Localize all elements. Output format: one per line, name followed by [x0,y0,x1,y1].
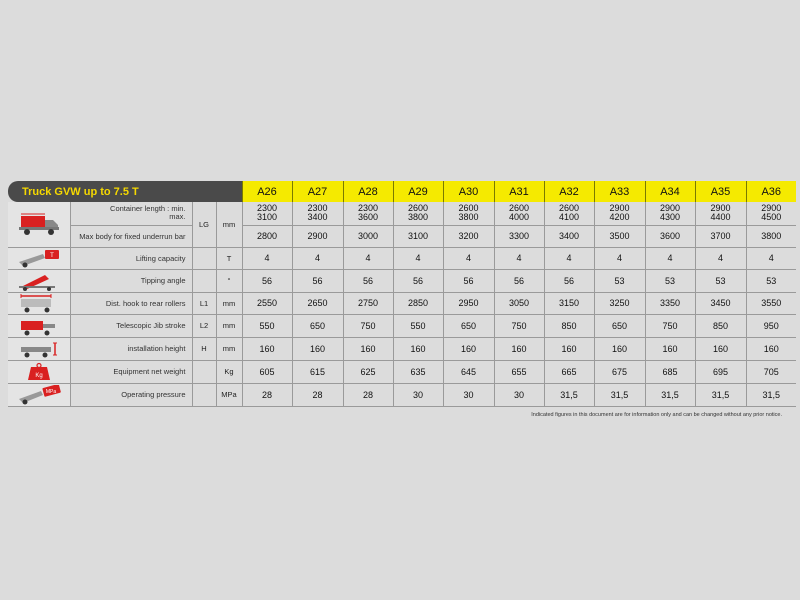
installation-height-label: installation height [70,337,192,360]
value-cell: 3250 [594,292,645,314]
value-cell: 160 [594,337,645,360]
jib-stroke-icon [8,314,70,337]
value-cell: 3050 [494,292,544,314]
container-length-label: Container length : min. max. [70,202,192,225]
row-net-weight [8,360,796,383]
value-cell: 4 [494,247,544,269]
value-cell: 2550 [242,292,292,314]
value-cell: 3500 [594,225,645,247]
value-cell: 2750 [343,292,393,314]
value-cell: 56 [292,269,343,292]
tipping-angle-label: Tipping angle [70,269,192,292]
symbol-cell: L2 [192,314,216,337]
unit-cell: MPa [216,383,242,406]
dist-hook-label: Dist. hook to rear rollers [70,292,192,314]
row-container-length [8,202,796,225]
value-cell: 160 [242,337,292,360]
value-cell: 550 [242,314,292,337]
value-cell: 685 [645,360,695,383]
value-cell: 160 [695,337,746,360]
value-cell: 53 [594,269,645,292]
table-title: Truck GVW up to 7.5 T [8,181,242,202]
header-row [8,181,796,202]
value-cell: 2900 4500 [746,202,796,225]
value-cell: 160 [494,337,544,360]
t-badge-text: T [49,253,54,259]
value-cell: 2300 3400 [292,202,343,225]
unit-cell: ° [216,269,242,292]
value-cell: 2900 4400 [695,202,746,225]
weight-icon [8,360,70,383]
value-cell: 160 [645,337,695,360]
symbol-cell [192,383,216,406]
value-cell: 675 [594,360,645,383]
unit-cell: T [216,247,242,269]
value-cell: 2900 [292,225,343,247]
value-cell: 160 [393,337,443,360]
symbol-cell [192,247,216,269]
model-a36: A36 [746,181,796,202]
container-length-icon [8,202,70,247]
value-cell: 56 [393,269,443,292]
symbol-cell [192,360,216,383]
unit-cell: mm [216,292,242,314]
value-cell: 650 [594,314,645,337]
value-cell: 2900 4300 [645,202,695,225]
value-cell: 2300 3100 [242,202,292,225]
value-cell: 3300 [494,225,544,247]
value-cell: 31,5 [695,383,746,406]
value-cell: 2600 4000 [494,202,544,225]
value-cell: 56 [443,269,494,292]
row-installation-height [8,337,796,360]
value-cell: 4 [393,247,443,269]
value-cell: 28 [343,383,393,406]
value-cell: 4 [746,247,796,269]
value-cell: 30 [393,383,443,406]
value-cell: 4 [443,247,494,269]
model-a27: A27 [292,181,343,202]
row-tipping-angle [8,269,796,292]
dist-hook-icon [8,292,70,314]
value-cell: 160 [746,337,796,360]
pressure-icon [8,383,70,406]
value-cell: 635 [393,360,443,383]
lg-unit: mm [216,202,242,247]
value-cell: 3200 [443,225,494,247]
model-a26: A26 [242,181,292,202]
value-cell: 3700 [695,225,746,247]
value-cell: 56 [343,269,393,292]
row-jib-stroke [8,314,796,337]
lifting-capacity-icon [8,247,70,269]
value-cell: 650 [292,314,343,337]
unit-cell: mm [216,337,242,360]
value-cell: 645 [443,360,494,383]
value-cell: 695 [695,360,746,383]
model-a30: A30 [443,181,494,202]
value-cell: 3800 [746,225,796,247]
symbol-cell [192,269,216,292]
row-dist-hook [8,292,796,314]
unit-cell: Kg [216,360,242,383]
value-cell: 28 [242,383,292,406]
value-cell: 750 [343,314,393,337]
value-cell: 3150 [544,292,594,314]
model-a31: A31 [494,181,544,202]
value-cell: 850 [544,314,594,337]
value-cell: 2600 3800 [443,202,494,225]
value-cell: 160 [343,337,393,360]
value-cell: 53 [695,269,746,292]
jib-stroke-label: Telescopic Jib stroke [70,314,192,337]
model-a32: A32 [544,181,594,202]
value-cell: 2900 4200 [594,202,645,225]
lifting-capacity-label: Lifting capacity [70,247,192,269]
value-cell: 3550 [746,292,796,314]
value-cell: 53 [746,269,796,292]
value-cell: 2600 3800 [393,202,443,225]
disclaimer-note: Indicated figures in this document are for information only and can be changed without any prior notice. [531,412,782,418]
value-cell: 2600 4100 [544,202,594,225]
unit-cell: mm [216,314,242,337]
value-cell: 2950 [443,292,494,314]
value-cell: 625 [343,360,393,383]
tipping-angle-icon [8,269,70,292]
value-cell: 31,5 [594,383,645,406]
value-cell: 56 [494,269,544,292]
value-cell: 750 [645,314,695,337]
net-weight-label: Equipment net weight [70,360,192,383]
row-max-body [8,225,796,247]
kg-badge-text: Kg [35,372,43,379]
spec-table [8,181,796,407]
value-cell: 655 [494,360,544,383]
value-cell: 3350 [645,292,695,314]
value-cell: 53 [645,269,695,292]
symbol-cell: L1 [192,292,216,314]
value-cell: 650 [443,314,494,337]
value-cell: 31,5 [544,383,594,406]
value-cell: 28 [292,383,343,406]
value-cell: 4 [594,247,645,269]
value-cell: 4 [695,247,746,269]
value-cell: 615 [292,360,343,383]
value-cell: 2850 [393,292,443,314]
value-cell: 2300 3600 [343,202,393,225]
value-cell: 950 [746,314,796,337]
value-cell: 30 [443,383,494,406]
model-a34: A34 [645,181,695,202]
row-lifting-capacity [8,247,796,269]
model-a29: A29 [393,181,443,202]
value-cell: 160 [292,337,343,360]
value-cell: 3600 [645,225,695,247]
value-cell: 31,5 [645,383,695,406]
value-cell: 3450 [695,292,746,314]
mpa-badge-text: MPa [45,388,56,395]
model-a35: A35 [695,181,746,202]
value-cell: 605 [242,360,292,383]
value-cell: 2800 [242,225,292,247]
lg-symbol: LG [192,202,216,247]
value-cell: 4 [292,247,343,269]
value-cell: 4 [645,247,695,269]
operating-pressure-label: Operating pressure [70,383,192,406]
value-cell: 550 [393,314,443,337]
value-cell: 3400 [544,225,594,247]
value-cell: 4 [544,247,594,269]
value-cell: 3100 [393,225,443,247]
symbol-cell: H [192,337,216,360]
model-a28: A28 [343,181,393,202]
value-cell: 56 [242,269,292,292]
value-cell: 160 [443,337,494,360]
installation-height-icon [8,337,70,360]
max-body-label: Max body for fixed underrun bar [70,225,192,247]
value-cell: 2650 [292,292,343,314]
value-cell: 665 [544,360,594,383]
value-cell: 30 [494,383,544,406]
value-cell: 850 [695,314,746,337]
value-cell: 160 [544,337,594,360]
value-cell: 4 [343,247,393,269]
value-cell: 4 [242,247,292,269]
row-operating-pressure [8,383,796,406]
value-cell: 31,5 [746,383,796,406]
value-cell: 705 [746,360,796,383]
value-cell: 750 [494,314,544,337]
model-a33: A33 [594,181,645,202]
value-cell: 3000 [343,225,393,247]
value-cell: 56 [544,269,594,292]
